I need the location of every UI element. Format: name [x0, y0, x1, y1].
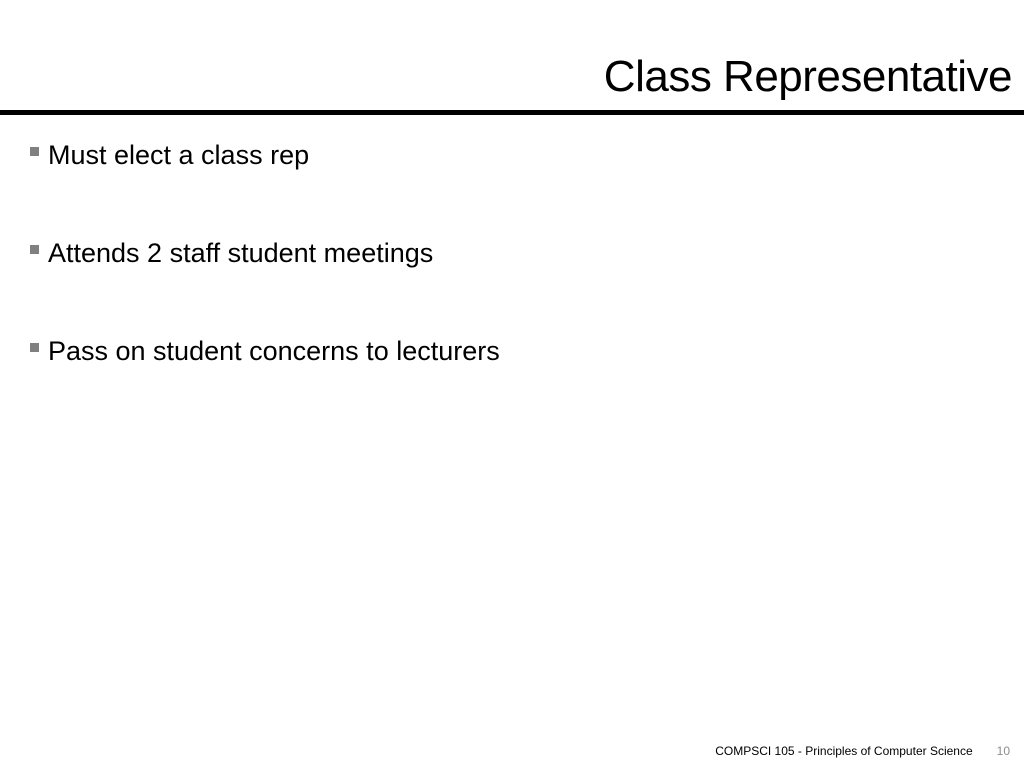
square-bullet-icon: [30, 245, 39, 254]
bullet-text: Pass on student concerns to lecturers: [48, 336, 500, 366]
title-divider: [0, 110, 1024, 115]
list-item: [30, 236, 500, 270]
slide-title: Class Representative: [603, 52, 1012, 101]
slide-footer: [715, 744, 1010, 758]
page-number: 10: [996, 744, 1010, 758]
square-bullet-icon: [30, 147, 39, 156]
list-item: [30, 138, 500, 172]
list-item: [30, 334, 500, 368]
bullet-list: [30, 138, 500, 432]
bullet-text: Must elect a class rep: [48, 140, 310, 170]
square-bullet-icon: [30, 343, 39, 352]
bullet-text: Attends 2 staff student meetings: [48, 238, 434, 268]
footer-course-title: COMPSCI 105 - Principles of Computer Science: [715, 744, 973, 758]
